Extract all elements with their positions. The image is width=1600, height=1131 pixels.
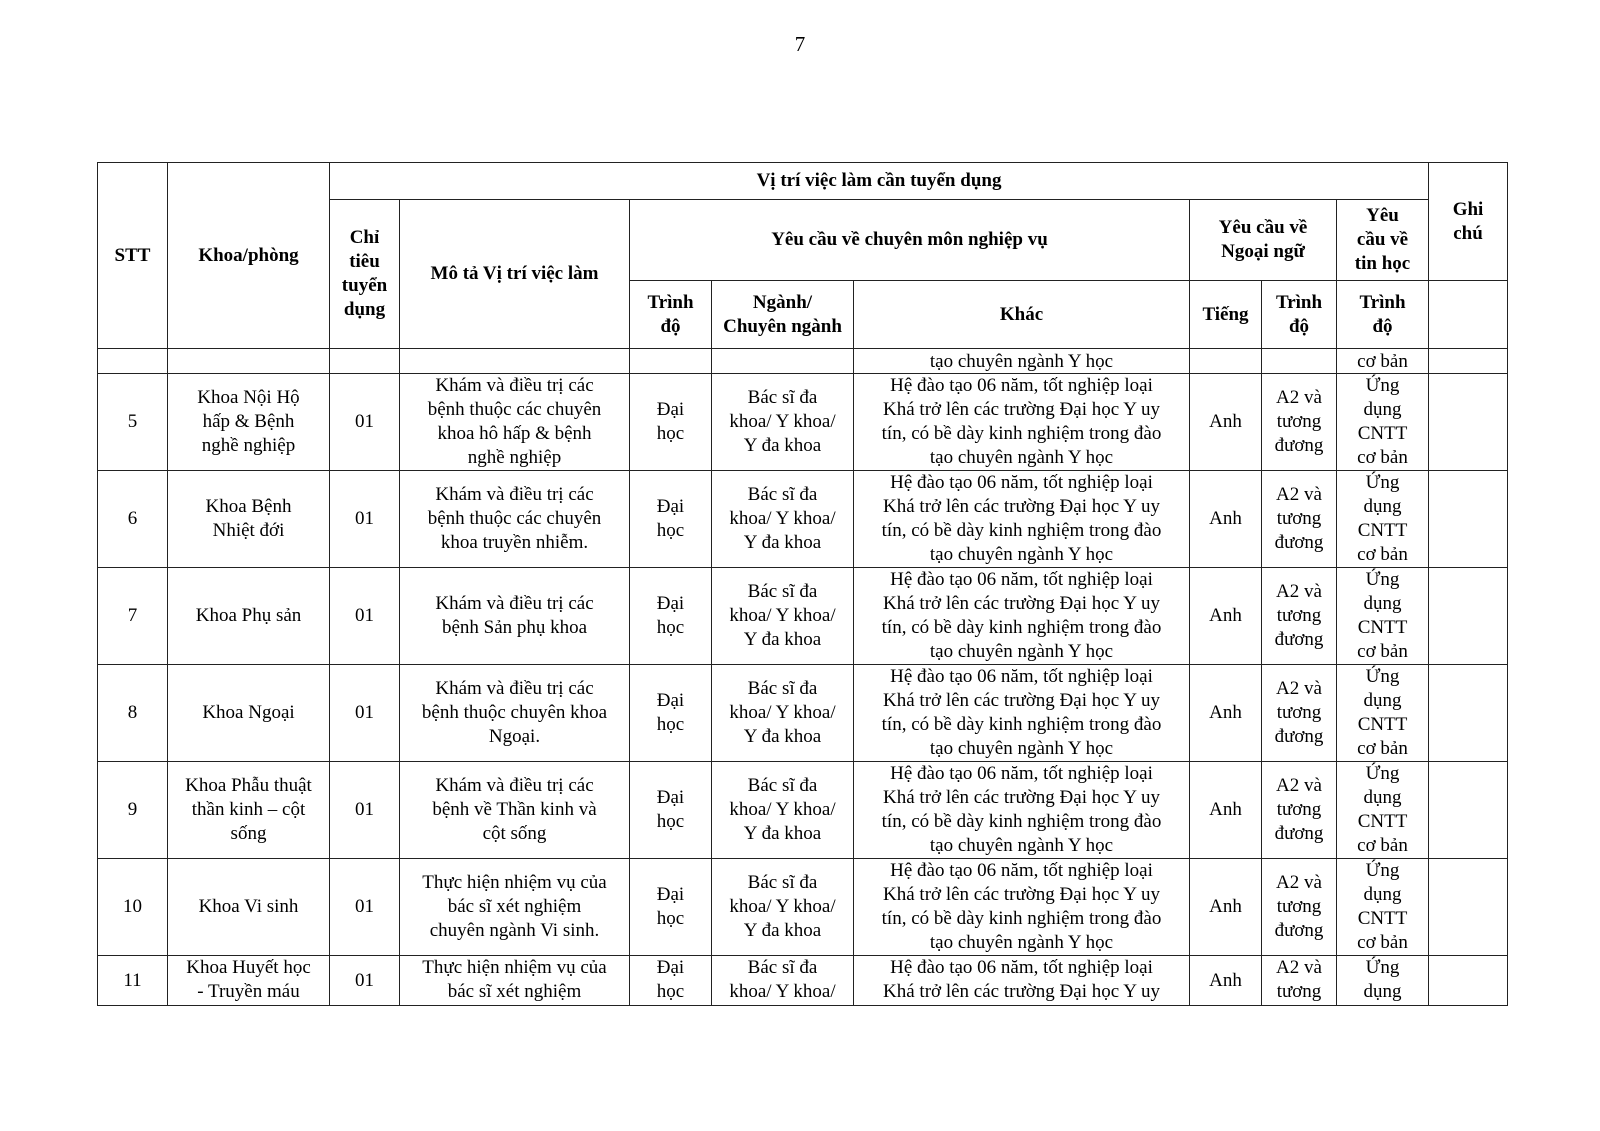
cell-trinh-do: Đại học xyxy=(630,762,712,859)
cell-tin-hoc: Ứng dụng CNTT cơ bản xyxy=(1337,762,1429,859)
cell-tin-hoc: Ứng dụng CNTT cơ bản xyxy=(1337,665,1429,762)
cell-ghi-chu xyxy=(1429,859,1508,956)
cell-tieng: Anh xyxy=(1190,859,1262,956)
header-trinh-do-ngoai-ngu: Trình độ xyxy=(1262,281,1337,349)
cell-ghi-chu xyxy=(1429,374,1508,471)
cell-mo-ta: Thực hiện nhiệm vụ của bác sĩ xét nghiệm chuyên ngành Vi sinh. xyxy=(400,859,630,956)
cell-stt: 9 xyxy=(98,762,168,859)
cell-trinh-do-ngoai-ngu: A2 và tương đương xyxy=(1262,471,1337,568)
table-row xyxy=(98,568,1508,665)
cell-tieng: Anh xyxy=(1190,471,1262,568)
cell-tieng: Anh xyxy=(1190,956,1262,1006)
cell-stt: 6 xyxy=(98,471,168,568)
cell-mo-ta: Khám và điều trị các bệnh thuộc chuyên khoa Ngoại. xyxy=(400,665,630,762)
cell-khoa: Khoa Huyết học - Truyền máu xyxy=(168,956,330,1006)
cell-chi-tieu: 01 xyxy=(330,665,400,762)
cell-stt: 11 xyxy=(98,956,168,1006)
cell-khac: Hệ đào tạo 06 năm, tốt nghiệp loại Khá trở lên các trường Đại học Y uy tín, có bề dày kinh nghiệm trong đào tạo chuyên ngành Y học xyxy=(854,762,1190,859)
cell-trinh-do: Đại học xyxy=(630,956,712,1006)
continuation-tin-hoc: cơ bản xyxy=(1337,349,1429,374)
cell-khoa: Khoa Phẫu thuật thần kinh – cột sống xyxy=(168,762,330,859)
header-khac: Khác xyxy=(854,281,1190,349)
cell-mo-ta: Khám và điều trị các bệnh thuộc các chuyên khoa truyền nhiễm. xyxy=(400,471,630,568)
cell-chi-tieu: 01 xyxy=(330,762,400,859)
cell-trinh-do: Đại học xyxy=(630,568,712,665)
header-trinh-do: Trình độ xyxy=(630,281,712,349)
cell-khac: Hệ đào tạo 06 năm, tốt nghiệp loại Khá trở lên các trường Đại học Y uy tín, có bề dày kinh nghiệm trong đào tạo chuyên ngành Y học xyxy=(854,859,1190,956)
cell-tin-hoc: Ứng dụng CNTT cơ bản xyxy=(1337,374,1429,471)
cell-trinh-do-ngoai-ngu: A2 và tương đương xyxy=(1262,374,1337,471)
header-tieng: Tiếng xyxy=(1190,281,1262,349)
header-row-1 xyxy=(98,163,1508,200)
cell-trinh-do-ngoai-ngu: A2 và tương đương xyxy=(1262,665,1337,762)
cell-mo-ta: Khám và điều trị các bệnh thuộc các chuyên khoa hô hấp & bệnh nghề nghiệp xyxy=(400,374,630,471)
cell-ghi-chu xyxy=(1429,471,1508,568)
page-number: 7 xyxy=(794,32,806,56)
cell-khac: Hệ đào tạo 06 năm, tốt nghiệp loại Khá trở lên các trường Đại học Y uy tín, có bề dày kinh nghiệm trong đào tạo chuyên ngành Y học xyxy=(854,374,1190,471)
table-row xyxy=(98,471,1508,568)
cell-nganh: Bác sĩ đa khoa/ Y khoa/ Y đa khoa xyxy=(712,665,854,762)
cell-khoa: Khoa Nội Hộ hấp & Bệnh nghề nghiệp xyxy=(168,374,330,471)
cell-chi-tieu: 01 xyxy=(330,956,400,1006)
cell-trinh-do: Đại học xyxy=(630,374,712,471)
cell-ghi-chu xyxy=(1429,956,1508,1006)
table-row xyxy=(98,859,1508,956)
continuation-khac: tạo chuyên ngành Y học xyxy=(854,349,1190,374)
header-chuyen-mon: Yêu cầu về chuyên môn nghiệp vụ xyxy=(630,200,1190,281)
cell-tieng: Anh xyxy=(1190,568,1262,665)
cell-ghi-chu xyxy=(1429,568,1508,665)
table-row xyxy=(98,956,1508,1006)
cell-nganh: Bác sĩ đa khoa/ Y khoa/ Y đa khoa xyxy=(712,762,854,859)
cell-trinh-do: Đại học xyxy=(630,665,712,762)
header-vi-tri-group: Vị trí việc làm cần tuyển dụng xyxy=(330,163,1429,200)
header-tin-hoc: Yêu cầu về tin học xyxy=(1337,200,1429,281)
cell-khoa: Khoa Phụ sản xyxy=(168,568,330,665)
continuation-row xyxy=(98,349,1508,374)
cell-trinh-do-ngoai-ngu: A2 và tương đương xyxy=(1262,568,1337,665)
cell-nganh: Bác sĩ đa khoa/ Y khoa/ Y đa khoa xyxy=(712,374,854,471)
cell-mo-ta: Khám và điều trị các bệnh về Thần kinh và cột sống xyxy=(400,762,630,859)
cell-ghi-chu xyxy=(1429,762,1508,859)
cell-stt: 7 xyxy=(98,568,168,665)
cell-trinh-do-ngoai-ngu: A2 và tương xyxy=(1262,956,1337,1006)
cell-trinh-do-ngoai-ngu: A2 và tương đương xyxy=(1262,859,1337,956)
header-ghi-chu: Ghi chú xyxy=(1429,163,1508,281)
recruitment-table xyxy=(97,162,1508,1006)
cell-stt: 5 xyxy=(98,374,168,471)
cell-trinh-do: Đại học xyxy=(630,859,712,956)
header-stt: STT xyxy=(98,163,168,349)
table-row xyxy=(98,762,1508,859)
cell-mo-ta: Khám và điều trị các bệnh Sản phụ khoa xyxy=(400,568,630,665)
table-row xyxy=(98,665,1508,762)
cell-stt: 10 xyxy=(98,859,168,956)
cell-tieng: Anh xyxy=(1190,374,1262,471)
header-khoa-phong: Khoa/phòng xyxy=(168,163,330,349)
cell-chi-tieu: 01 xyxy=(330,568,400,665)
header-ghi-chu-sub xyxy=(1429,281,1508,349)
header-trinh-do-tin-hoc: Trình độ xyxy=(1337,281,1429,349)
cell-tin-hoc: Ứng dụng CNTT cơ bản xyxy=(1337,568,1429,665)
cell-stt: 8 xyxy=(98,665,168,762)
cell-khac: Hệ đào tạo 06 năm, tốt nghiệp loại Khá trở lên các trường Đại học Y uy tín, có bề dày kinh nghiệm trong đào tạo chuyên ngành Y học xyxy=(854,471,1190,568)
cell-nganh: Bác sĩ đa khoa/ Y khoa/ xyxy=(712,956,854,1006)
cell-khac: Hệ đào tạo 06 năm, tốt nghiệp loại Khá trở lên các trường Đại học Y uy xyxy=(854,956,1190,1006)
cell-mo-ta: Thực hiện nhiệm vụ của bác sĩ xét nghiệm xyxy=(400,956,630,1006)
header-chi-tieu: Chỉ tiêu tuyển dụng xyxy=(330,200,400,349)
cell-tin-hoc: Ứng dụng xyxy=(1337,956,1429,1006)
cell-khac: Hệ đào tạo 06 năm, tốt nghiệp loại Khá trở lên các trường Đại học Y uy tín, có bề dày kinh nghiệm trong đào tạo chuyên ngành Y học xyxy=(854,665,1190,762)
cell-nganh: Bác sĩ đa khoa/ Y khoa/ Y đa khoa xyxy=(712,568,854,665)
header-nganh: Ngành/ Chuyên ngành xyxy=(712,281,854,349)
cell-tin-hoc: Ứng dụng CNTT cơ bản xyxy=(1337,471,1429,568)
header-ngoai-ngu: Yêu cầu về Ngoại ngữ xyxy=(1190,200,1337,281)
cell-tin-hoc: Ứng dụng CNTT cơ bản xyxy=(1337,859,1429,956)
cell-chi-tieu: 01 xyxy=(330,471,400,568)
table-row xyxy=(98,374,1508,471)
header-mo-ta: Mô tả Vị trí việc làm xyxy=(400,200,630,349)
cell-khac: Hệ đào tạo 06 năm, tốt nghiệp loại Khá trở lên các trường Đại học Y uy tín, có bề dày kinh nghiệm trong đào tạo chuyên ngành Y học xyxy=(854,568,1190,665)
cell-nganh: Bác sĩ đa khoa/ Y khoa/ Y đa khoa xyxy=(712,859,854,956)
cell-khoa: Khoa Ngoại xyxy=(168,665,330,762)
cell-trinh-do: Đại học xyxy=(630,471,712,568)
cell-nganh: Bác sĩ đa khoa/ Y khoa/ Y đa khoa xyxy=(712,471,854,568)
cell-ghi-chu xyxy=(1429,665,1508,762)
cell-chi-tieu: 01 xyxy=(330,859,400,956)
cell-tieng: Anh xyxy=(1190,665,1262,762)
cell-khoa: Khoa Vi sinh xyxy=(168,859,330,956)
cell-trinh-do-ngoai-ngu: A2 và tương đương xyxy=(1262,762,1337,859)
cell-chi-tieu: 01 xyxy=(330,374,400,471)
cell-tieng: Anh xyxy=(1190,762,1262,859)
cell-khoa: Khoa Bệnh Nhiệt đới xyxy=(168,471,330,568)
